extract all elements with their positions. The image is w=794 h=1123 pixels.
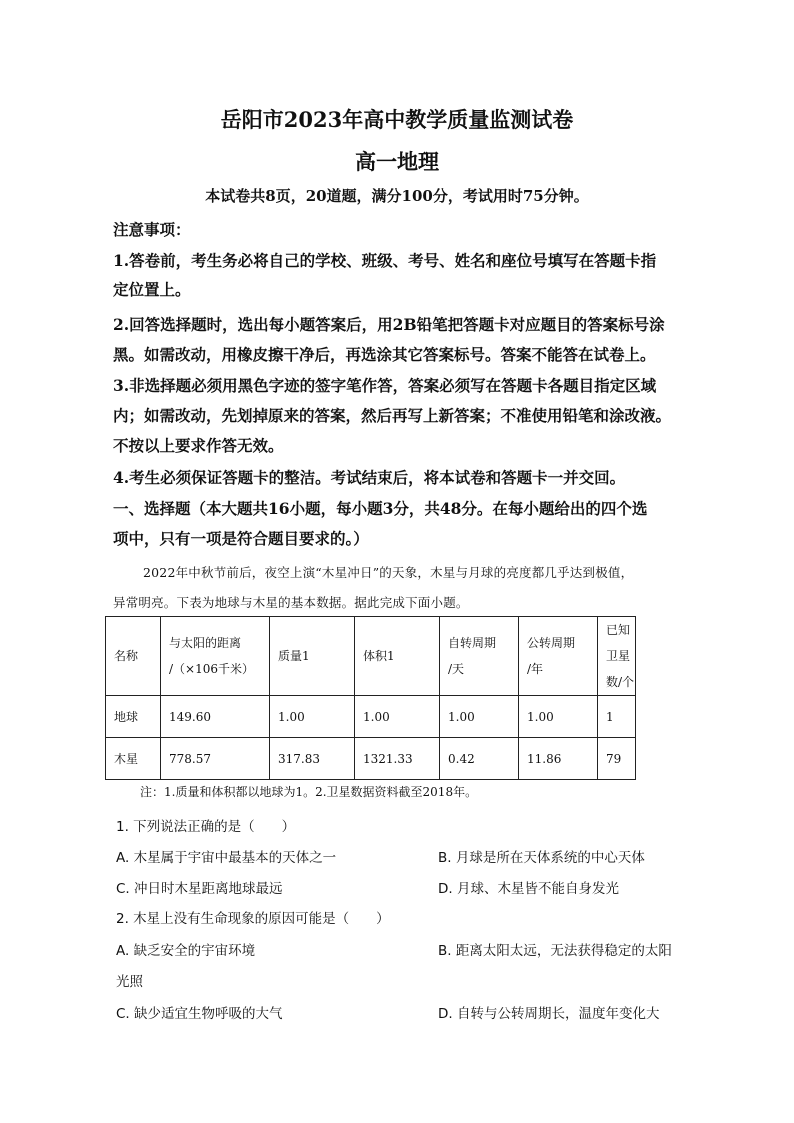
table-cell: 木星 (106, 738, 161, 780)
exam-title: 岳阳市2023年高中教学质量监测试卷 (220, 107, 574, 132)
intro-text: 异常明亮。下表为地球与木星的基本数据。据此完成下面小题。 (113, 595, 469, 610)
table-cell: 778.57 (161, 738, 270, 780)
notice-line: 1.答卷前，考生务必将自己的学校、班级、考号、姓名和座位号填写在答题卡指 (113, 251, 657, 270)
table-header-cell: 名称 (106, 617, 161, 696)
notice-line: 3.非选择题必须用黑色字迹的签字笔作答，答案必须写在答题卡各题目指定区域 (113, 376, 657, 395)
table-header-cell: 质量1 (270, 617, 355, 696)
table-cell: 1.00 (270, 696, 355, 738)
table-header-row (106, 617, 636, 696)
table-header-cell: 公转周期 /年 (519, 617, 598, 696)
table-header-cell: 自转周期 /天 (440, 617, 519, 696)
table-cell: 11.86 (519, 738, 598, 780)
table-header-cell: 与太阳的距离 /（×106千米） (161, 617, 270, 696)
table-cell: 149.60 (161, 696, 270, 738)
intro-text: 2022年中秋节前后，夜空上演“木星冲日”的天象，木星与月球的亮度都几乎达到极值， (143, 565, 634, 580)
notice-line: 定位置上。 (113, 280, 191, 299)
option-d: D. 月球、木星皆不能自身发光 (438, 881, 619, 897)
option-a: A. 缺乏安全的宇宙环境 (116, 943, 256, 959)
option-b: B. 月球是所在天体系统的中心天体 (438, 850, 645, 866)
question-stem: 1. 下列说法正确的是（ ） (116, 819, 296, 835)
table-header-cell: 已知卫星 数/个 (598, 617, 636, 696)
table-cell: 1.00 (519, 696, 598, 738)
option-d: D. 自转与公转周期长，温度年变化大 (438, 1006, 660, 1022)
notice-line: 黑。如需改动，用橡皮擦干净后，再选涂其它答案标号。答案不能答在试卷上。 (113, 345, 656, 364)
table-cell: 地球 (106, 696, 161, 738)
table-cell: 1.00 (355, 696, 440, 738)
exam-info: 本试卷共8页，20道题，满分100分，考试用时75分钟。 (205, 187, 589, 205)
subject-title: 高一地理 (355, 149, 439, 174)
notice-heading: 注意事项： (113, 220, 191, 239)
planet-data-table (105, 616, 636, 780)
notice-line: 不按以上要求作答无效。 (113, 436, 284, 455)
table-row (106, 696, 636, 738)
table-note: 注：1.质量和体积都以地球为1。2.卫星数据资料截至2018年。 (140, 785, 478, 799)
table-cell: 317.83 (270, 738, 355, 780)
table-cell: 0.42 (440, 738, 519, 780)
question-stem: 2. 木星上没有生命现象的原因可能是（ ） (116, 911, 390, 927)
option-b-continued: 光照 (116, 974, 143, 990)
table-row (106, 738, 636, 780)
option-c: C. 冲日时木星距离地球最远 (116, 881, 283, 897)
table-header-cell: 体积1 (355, 617, 440, 696)
table-cell: 1.00 (440, 696, 519, 738)
notice-line: 内；如需改动，先划掉原来的答案，然后再写上新答案；不准使用铅笔和涂改液。 (113, 406, 672, 425)
notice-line: 2.回答选择题时，选出每小题答案后，用2B铅笔把答题卡对应题目的答案标号涂 (113, 315, 665, 334)
option-a: A. 木星属于宇宙中最基本的天体之一 (116, 850, 337, 866)
option-c: C. 缺少适宜生物呼吸的大气 (116, 1006, 283, 1022)
notice-line: 4.考生必须保证答题卡的整洁。考试结束后，将本试卷和答题卡一并交回。 (113, 468, 626, 487)
table-cell: 1321.33 (355, 738, 440, 780)
option-b: B. 距离太阳太远，无法获得稳定的太阳 (438, 943, 672, 959)
section-heading: 一、选择题（本大题共16小题，每小题3分，共48分。在每小题给出的四个选 (113, 499, 648, 518)
section-heading-cont: 项中，只有一项是符合题目要求的。） (113, 529, 369, 548)
table-cell: 79 (598, 738, 636, 780)
table-cell: 1 (598, 696, 636, 738)
